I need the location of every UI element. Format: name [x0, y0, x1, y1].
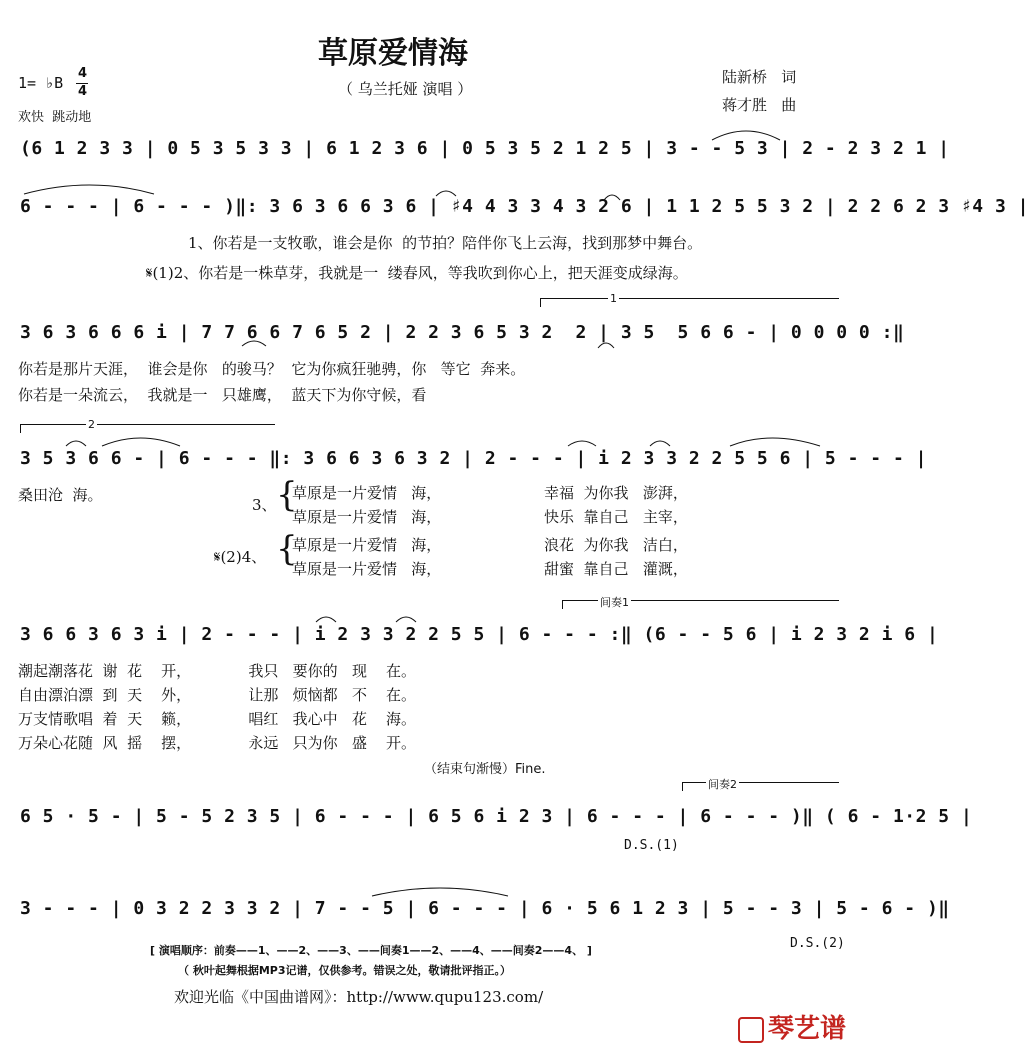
volta-bracket-1: [540, 298, 839, 307]
dal-segno-1: D.S.(1): [624, 838, 679, 853]
lyrics-verse-3a: 草原是一片爱情 海，: [292, 484, 442, 502]
verse-marker-4: 𝄋(2)4、: [214, 548, 267, 566]
lyrics-verse-4b: 草原是一片爱情 海，: [292, 560, 442, 578]
verse-brace-4: {: [276, 529, 298, 569]
logo-icon: [738, 1017, 764, 1043]
lyrics-row-5-verse-2: 自由漂泊漂 到 天 外， 让那 烦恼都 不 在。: [18, 686, 417, 704]
lyrics-row-2-verse-2: 𝄋(1)2、你若是一株草芽，我就是一 缕春风，等我吹到你心上，把天涯变成绿海。: [146, 264, 688, 282]
fine-marking: （结束句渐慢）Fine.: [424, 762, 546, 777]
lyrics-verse-4c: 浪花 为你我 洁白，: [544, 536, 688, 554]
key-signature: 1= ♭B: [18, 74, 64, 92]
verse-brace-3: {: [276, 475, 298, 515]
lyrics-row-5-verse-4: 万朵心花随 风 摇 摆， 永远 只为你 盛 开。: [18, 734, 417, 752]
time-signature-bottom: 4: [78, 84, 88, 99]
transcription-note: （ 秋叶起舞根据MP3记谱，仅供参考。错误之处，敬请批评指正。）: [178, 964, 511, 977]
interlude-label-2: 间奏2: [708, 778, 737, 791]
lyrics-verse-3c: 幸福 为你我 澎湃，: [544, 484, 688, 502]
page-title: 草原爱情海: [318, 36, 468, 71]
notation-row-1: (6 1 2 3 3 | 0 5 3 5 3 3 | 6 1 2 3 6 | 0 5 3 5 2 1 2 5 | 3 - - 5 3 | 2 - 2 3 2 1 |: [20, 138, 950, 159]
tempo-marking: 欢快 跳动地: [18, 110, 92, 125]
volta-number-1: 1: [610, 292, 617, 305]
volta-bracket-2: [20, 424, 275, 433]
volta-number-2: 2: [88, 418, 95, 431]
notation-row-3: 3 6 3 6 6 6 i | 7 7 6 6 7 6 5 2 | 2 2 3 6 5 3 2 2 | 3 5 5 6 6 - | 0 0 0 0 :‖: [20, 322, 905, 343]
lyrics-row-4-ending: 桑田沧 海。: [18, 486, 103, 504]
lyricist: 陆新桥 词: [722, 68, 797, 86]
notation-row-7: 3 - - - | 0 3 2 2 3 3 2 | 7 - - 5 | 6 - - - | 6 · 5 6 1 2 3 | 5 - - 3 | 5 - 6 - )‖: [20, 898, 950, 919]
lyrics-row-3-verse-1: 你若是那片天涯， 谁会是你 的骏马？ 它为你疯狂驰骋，你 等它 奔来。: [18, 360, 526, 378]
dal-segno-2: D.S.(2): [790, 936, 845, 951]
lyrics-verse-3b: 草原是一片爱情 海，: [292, 508, 442, 526]
lyrics-verse-3d: 快乐 靠自己 主宰，: [544, 508, 688, 526]
notation-row-2: 6 - - - | 6 - - - )‖: 3 6 3 6 6 3 6 | ♯4 4 3 3 4 3 2 6 | 1 1 2 5 5 3 2 | 2 2 6 2 3 ♯4 3 |: [20, 196, 1029, 217]
singer: （ 乌兰托娅 演唱 ）: [338, 80, 473, 98]
lyrics-row-3-verse-2: 你若是一朵流云， 我就是一 只雄鹰， 蓝天下为你守候，看: [18, 386, 427, 404]
time-signature-top: 4: [78, 66, 88, 81]
lyrics-verse-4a: 草原是一片爱情 海，: [292, 536, 442, 554]
lyrics-row-5-verse-1: 潮起潮落花 谢 花 开， 我只 要你的 现 在。: [18, 662, 417, 680]
lyrics-row-5-verse-3: 万支情歌唱 着 天 籁， 唱红 我心中 花 海。: [18, 710, 417, 728]
notation-row-4: 3 5 3 6 6 - | 6 - - - ‖: 3 6 6 3 6 3 2 | 2 - - - | i 2 3 3 2 2 5 5 6 | 5 - - - |: [20, 448, 927, 469]
qinyipu-logo: 琴艺谱: [738, 1008, 846, 1045]
interlude-label-1: 间奏1: [600, 596, 629, 609]
composer: 蒋才胜 曲: [722, 96, 797, 114]
lyrics-verse-4d: 甜蜜 靠自己 灌溉，: [544, 560, 688, 578]
notation-row-5: 3 6 6 3 6 3 i | 2 - - - | i 2 3 3 2 2 5 5 | 6 - - - :‖ (6 - - 5 6 | i 2 3 2 i 6 |: [20, 624, 939, 645]
performance-order: [ 演唱顺序：前奏——1、——2、——3、——间奏1——2、——4、——间奏2——4、 ]: [150, 944, 592, 957]
site-link[interactable]: 欢迎光临《中国曲谱网》：http://www.qupu123.com/: [174, 988, 544, 1006]
notation-row-6: 6 5 · 5 - | 5 - 5 2 3 5 | 6 - - - | 6 5 6 i 2 3 | 6 - - - | 6 - - - )‖ ( 6 - 1·2 5 |: [20, 806, 973, 827]
verse-marker-3: 3、: [252, 496, 277, 514]
lyrics-row-2-verse-1: 1、你若是一支牧歌，谁会是你 的节拍？陪伴你飞上云海，找到那梦中舞台。: [188, 234, 703, 252]
